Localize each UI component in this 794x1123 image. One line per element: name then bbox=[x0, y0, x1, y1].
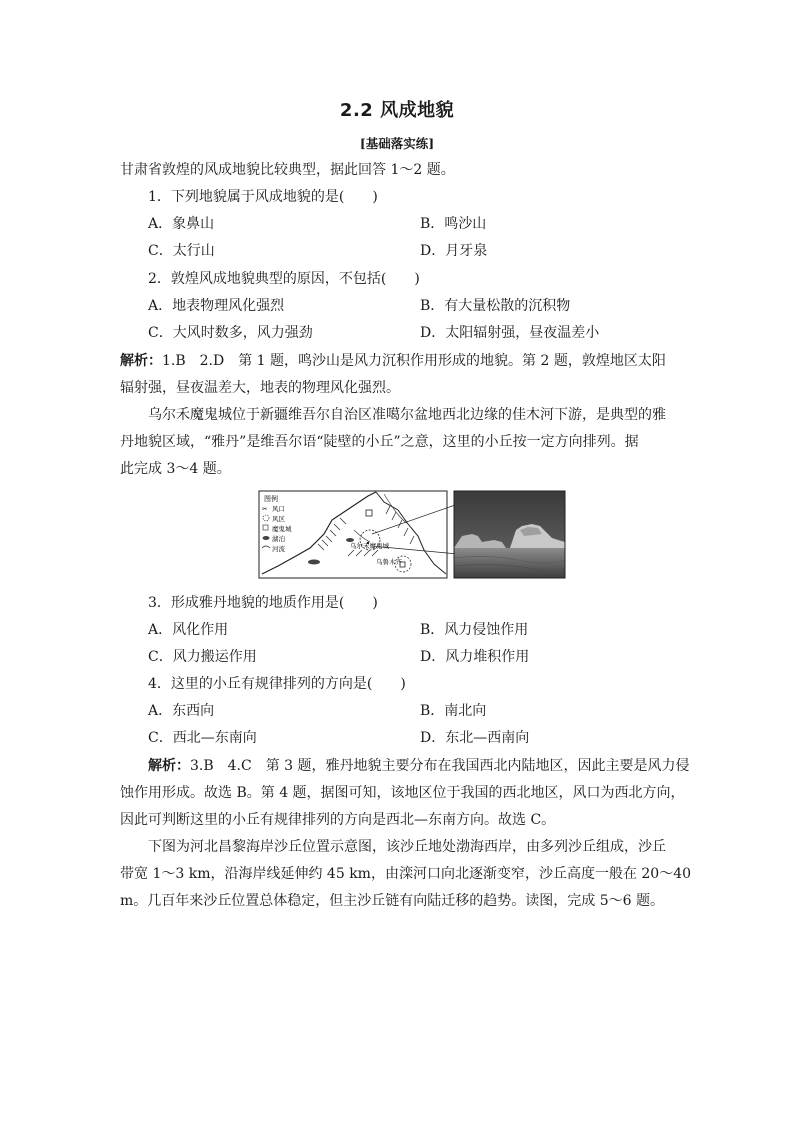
answer-text: 1.B 2.D 第 1 题，鸣沙山是风力沉积作用形成的地貌。第 2 题，敦煌地区太阳 bbox=[162, 353, 666, 369]
question-2-option-a: A．地表物理风化强烈 bbox=[148, 298, 285, 314]
answer-1-2 bbox=[120, 351, 666, 371]
legend-item-devil-city: 魔鬼城 bbox=[272, 525, 292, 533]
answer-label: 解析： bbox=[148, 758, 190, 774]
intro-paragraph-3-line3: m。几百年来沙丘位置总体稳定，但主沙丘链有向陆迁移的趋势。读图，完成 5～6 题。 bbox=[120, 893, 664, 909]
section-subtitle: [基础落实练] bbox=[359, 136, 435, 151]
question-2-option-d: D．太阳辐射强，昼夜温差小 bbox=[420, 325, 600, 341]
question-1-option-c: C．太行山 bbox=[148, 243, 215, 259]
question-3-option-c: C．风力搬运作用 bbox=[148, 649, 257, 665]
intro-paragraph-3-line1: 下图为河北昌黎海岸沙丘位置示意图，该沙丘地处渤海西岸，由多列沙丘组成，沙丘 bbox=[148, 839, 666, 855]
place-label-urumqi: 乌鲁木齐 bbox=[376, 558, 402, 566]
page-title: 2.2 风成地貌 bbox=[339, 100, 455, 121]
lake-icon bbox=[263, 536, 270, 540]
question-4-option-a: A．东西向 bbox=[148, 703, 215, 719]
question-4-option-d: D．东北—西南向 bbox=[420, 730, 530, 746]
place-label-wuerhe: 乌尔禾魔鬼城 bbox=[350, 542, 389, 550]
legend-item-lake: 湖泊 bbox=[272, 535, 285, 543]
answer-1-2-cont: 辐射强，昼夜温差大，地表的物理风化强烈。 bbox=[120, 380, 400, 396]
answer-3-4-line2: 蚀作用形成。故选 B。第 4 题，据图可知，该地区位于我国的西北地区，风口为西北方向， bbox=[120, 785, 685, 801]
question-1-option-d: D．月牙泉 bbox=[420, 243, 488, 259]
answer-3-4 bbox=[148, 756, 690, 776]
question-3-option-a: A．风化作用 bbox=[148, 622, 229, 638]
legend-title: 图例 bbox=[264, 495, 278, 503]
legend-item-wind-area: 风区 bbox=[272, 515, 285, 523]
question-1-stem: 1．下列地貌属于风成地貌的是( ) bbox=[148, 189, 378, 205]
intro-paragraph-2-line1: 乌尔禾魔鬼城位于新疆维吾尔自治区准噶尔盆地西北边缘的佳木河下游，是典型的雅 bbox=[148, 407, 666, 423]
legend-item-river: 河流 bbox=[272, 545, 285, 553]
yardang-figure bbox=[258, 490, 566, 580]
question-4-option-c: C．西北—东南向 bbox=[148, 730, 257, 746]
question-3-option-b: B．风力侵蚀作用 bbox=[420, 622, 529, 638]
intro-paragraph-3-line2: 带宽 1～3 km，沿海岸线延伸约 45 km，由滦河口向北逐渐变窄，沙丘高度一般在 20～40 bbox=[120, 866, 692, 882]
question-3-stem: 3．形成雅丹地貌的地质作用是( ) bbox=[148, 595, 378, 611]
question-4-option-b: B．南北向 bbox=[420, 703, 487, 719]
question-2-stem: 2．敦煌风成地貌典型的原因，不包括( ) bbox=[148, 271, 420, 287]
question-1-option-b: B．鸣沙山 bbox=[420, 216, 487, 232]
intro-paragraph-2-line2: 丹地貌区域，“雅丹”是维吾尔语“陡壁的小丘”之意，这里的小丘按一定方向排列。据 bbox=[120, 434, 639, 450]
answer-label: 解析： bbox=[120, 353, 162, 369]
yardang-photo bbox=[454, 491, 565, 578]
legend-item-wind-gap: 风口 bbox=[272, 505, 285, 513]
answer-text: 3.B 4.C 第 3 题，雅丹地貌主要分布在我国西北内陆地区，因此主要是风力侵 bbox=[190, 758, 690, 774]
question-1-option-a: A．象鼻山 bbox=[148, 216, 215, 232]
question-3-option-d: D．风力堆积作用 bbox=[420, 649, 530, 665]
question-4-stem: 4．这里的小丘有规律排列的方向是( ) bbox=[148, 676, 406, 692]
answer-3-4-line3: 因此可判断这里的小丘有规律排列的方向是西北—东南方向。故选 C。 bbox=[120, 812, 556, 828]
location-map bbox=[259, 491, 458, 578]
intro-paragraph-1: 甘肃省敦煌的风成地貌比较典型，据此回答 1～2 题。 bbox=[120, 162, 455, 178]
question-2-option-b: B．有大量松散的沉积物 bbox=[420, 298, 571, 314]
intro-paragraph-2-line3: 此完成 3～4 题。 bbox=[120, 461, 231, 477]
wind-gap-icon: ✂ bbox=[262, 505, 268, 513]
question-2-option-c: C．大风时数多，风力强劲 bbox=[148, 325, 313, 341]
